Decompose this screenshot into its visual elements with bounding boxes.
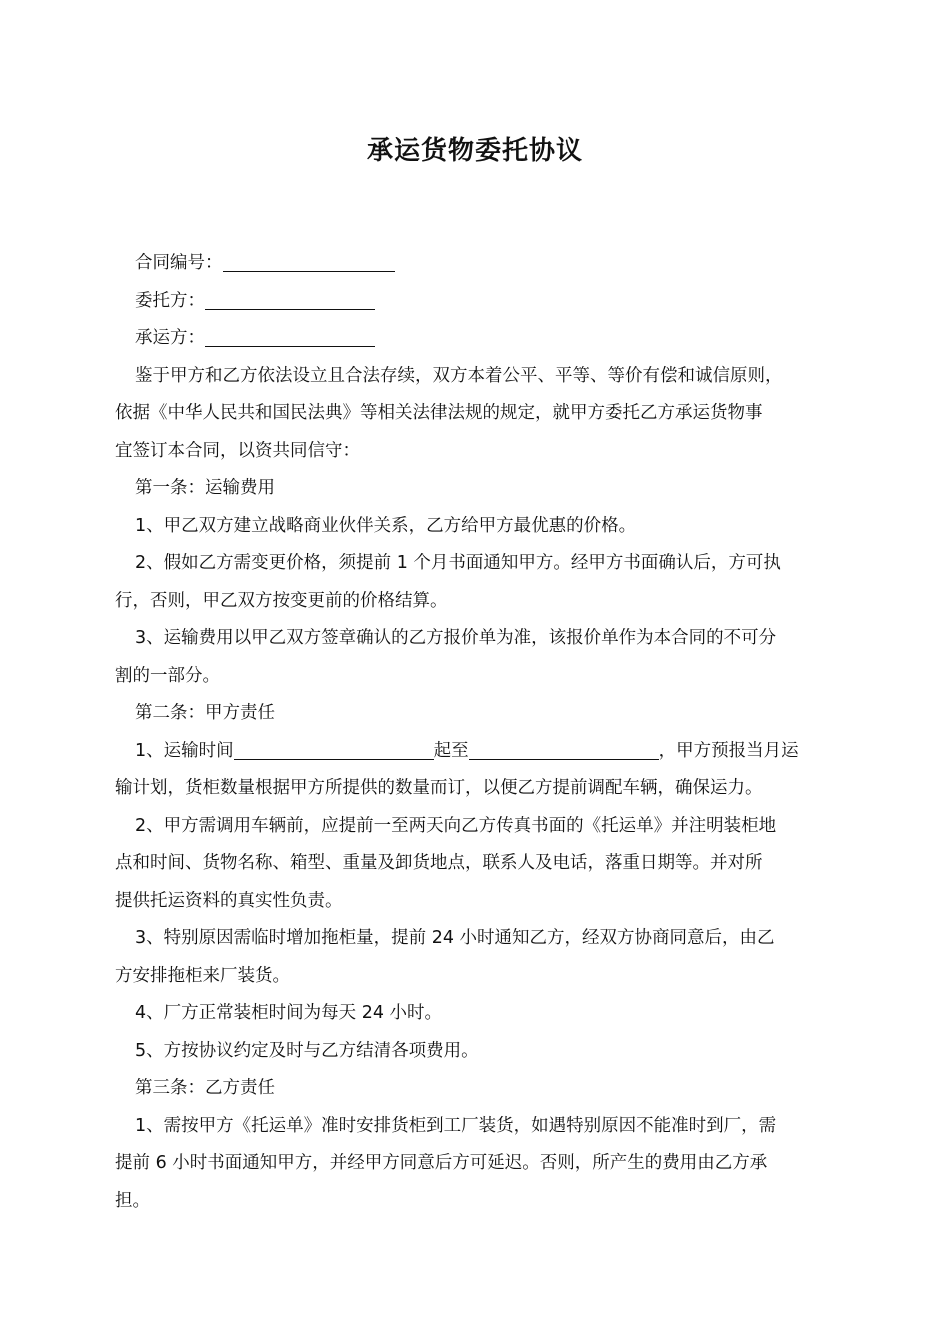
article-2-item-3-cont: 方安排拖柜来厂装货。 [115, 965, 290, 986]
article-3-heading: 第三条：乙方责任 [135, 1078, 275, 1098]
transport-suffix: ，甲方预报当月运 [658, 740, 799, 761]
document-title: 承运货物委托协议 [366, 136, 583, 166]
transport-time-label: 1、运输时间 [135, 740, 234, 761]
article-1-item-1: 1、甲乙双方建立战略商业伙伴关系，乙方给甲方最优惠的价格。 [135, 515, 637, 536]
article-2-heading: 第二条：甲方责任 [135, 703, 275, 723]
article-3-item-1: 1、需按甲方《托运单》准时安排货柜到工厂装货，如遇特别原因不能准时到厂，需 [135, 1115, 777, 1136]
article-2-item-2: 2、甲方需调用车辆前，应提前一至两天向乙方传真书面的《托运单》并注明装柜地 [135, 815, 777, 836]
transport-start-blank[interactable] [234, 739, 434, 760]
article-3-item-1-cont: 担。 [115, 1190, 150, 1211]
document-body [115, 245, 835, 1220]
client-blank[interactable] [205, 289, 375, 310]
carrier-field [115, 320, 835, 358]
contract-number-field [115, 245, 835, 283]
article-2-item-1 [115, 733, 835, 771]
article-2-item-2-cont: 点和时间、货物名称、箱型、重量及卸货地点，联系人及电话，落重日期等。并对所 [115, 853, 763, 873]
article-1-item-2-cont: 行，否则，甲乙双方按变更前的价格结算。 [115, 590, 448, 611]
client-field [115, 283, 835, 321]
contract-number-blank[interactable] [223, 251, 395, 272]
article-2-item-2-cont: 提供托运资料的真实性负责。 [115, 890, 343, 911]
transport-end-blank[interactable] [469, 739, 659, 760]
article-1-item-3: 3、运输费用以甲乙双方签章确认的乙方报价单为准，该报价单作为本合同的不可分 [135, 628, 777, 648]
article-1-item-3-cont: 割的一部分。 [115, 665, 220, 686]
preamble-line: 依据《中华人民共和国民法典》等相关法律法规的规定，就甲方委托乙方承运货物事 [115, 403, 763, 423]
contract-number-label: 合同编号： [135, 253, 223, 273]
article-2-item-3: 3、特别原因需临时增加拖柜量，提前 24 小时通知乙方，经双方协商同意后，由乙 [135, 928, 775, 948]
transport-to-label: 起至 [433, 740, 469, 761]
carrier-blank[interactable] [205, 326, 375, 347]
article-2-item-1-cont: 输计划，货柜数量根据甲方所提供的数量而订，以便乙方提前调配车辆，确保运力。 [115, 778, 763, 798]
carrier-label: 承运方： [135, 328, 205, 348]
article-1-heading: 第一条：运输费用 [135, 478, 275, 498]
article-2-item-5: 5、方按协议约定及时与乙方结清各项费用。 [135, 1040, 479, 1061]
article-2-item-4: 4、厂方正常装柜时间为每天 24 小时。 [135, 1003, 443, 1023]
preamble-line: 鉴于甲方和乙方依法设立且合法存续，双方本着公平、平等、等价有偿和诚信原则， [135, 365, 783, 386]
article-3-item-1-cont: 提前 6 小时书面通知甲方，并经甲方同意后方可延迟。否则，所产生的费用由乙方承 [115, 1153, 768, 1173]
preamble-line: 宜签订本合同，以资共同信守： [115, 440, 360, 461]
client-label: 委托方： [135, 290, 205, 311]
article-1-item-2: 2、假如乙方需变更价格，须提前 1 个月书面通知甲方。经甲方书面确认后，方可执 [135, 553, 781, 573]
